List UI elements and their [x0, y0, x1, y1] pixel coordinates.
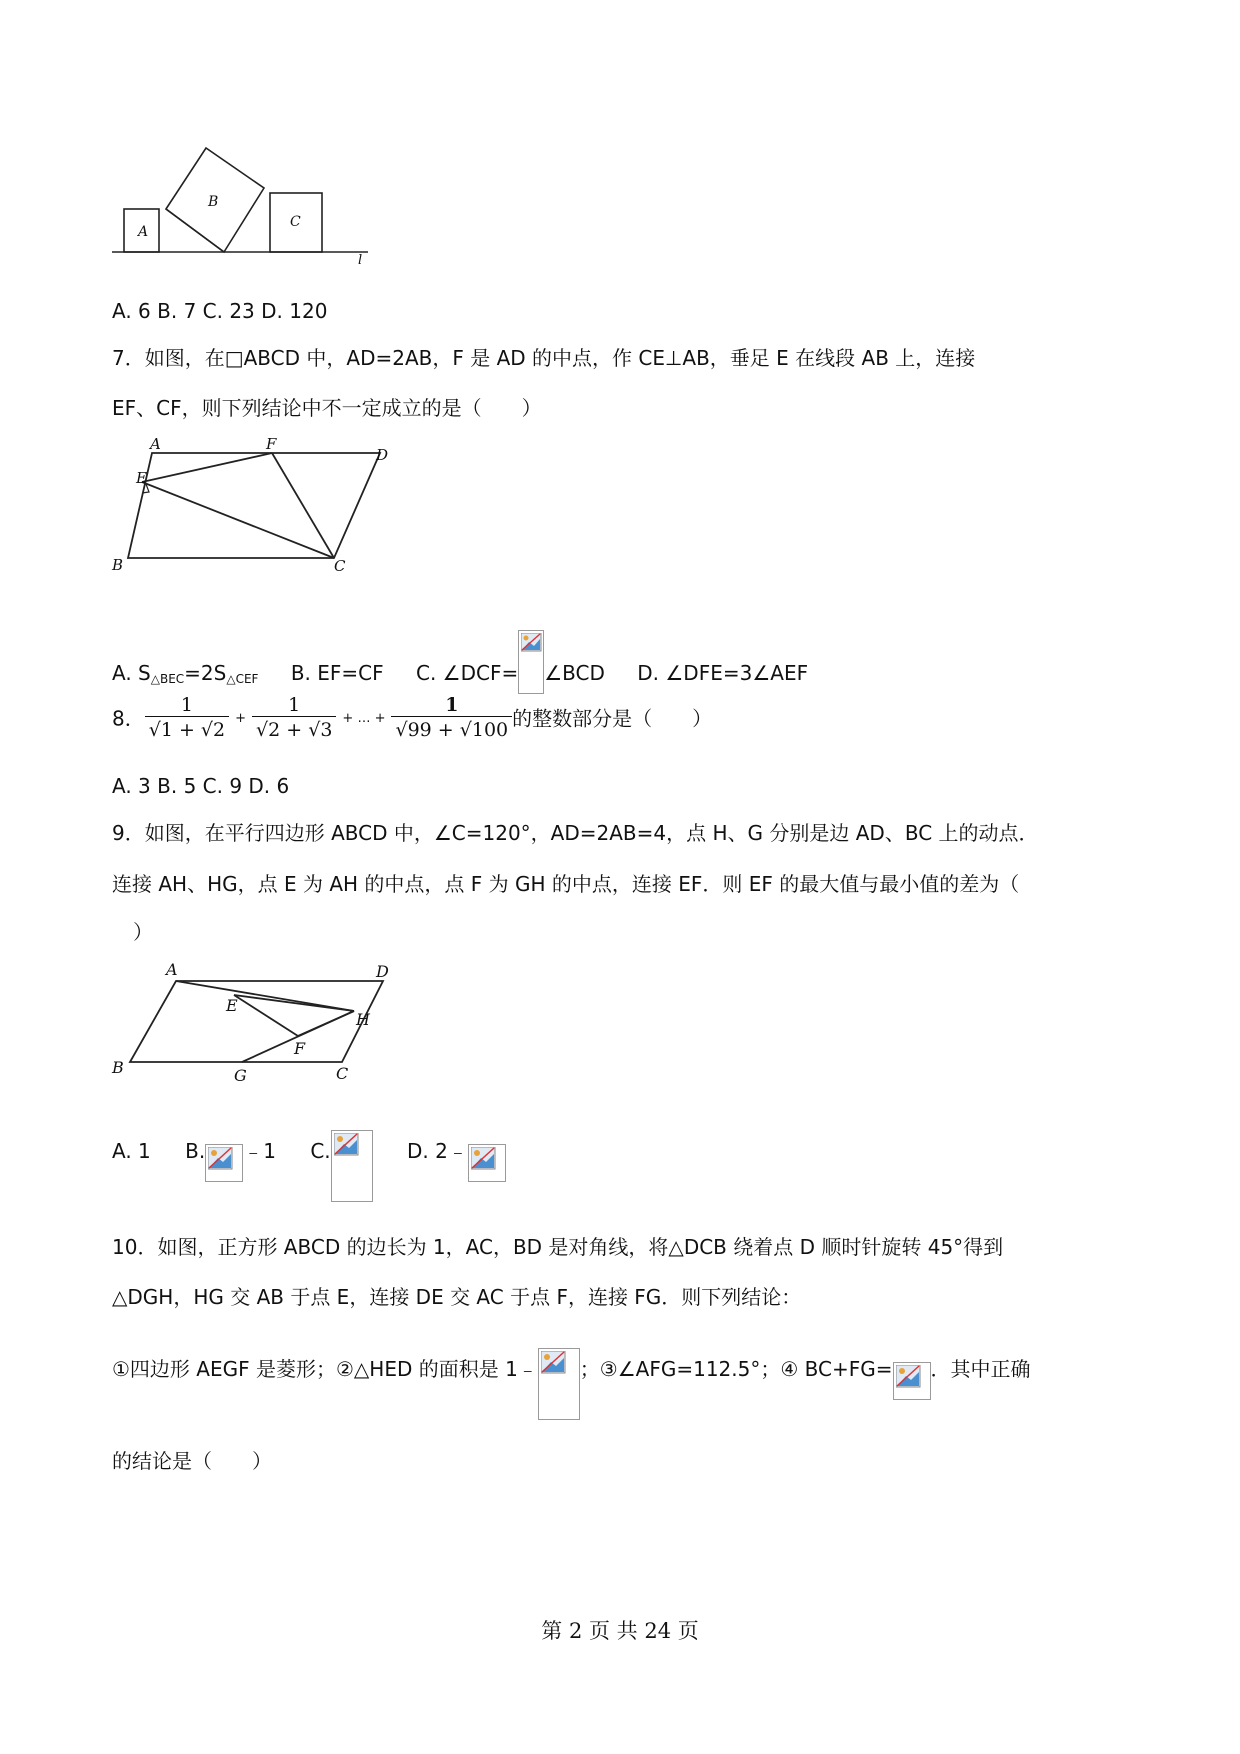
q6-options: A. 6 B. 7 C. 23 D. 120 — [112, 299, 328, 323]
broken-image-icon — [468, 1144, 506, 1182]
label-b: B — [208, 194, 219, 210]
broken-image-icon — [893, 1362, 931, 1400]
q10-line3 — [112, 1348, 1031, 1420]
q7-line1: 7．如图，在□ABCD 中，AD=2AB，F 是 AD 的中点，作 CE⊥AB，垂足 E 在线段 AB 上，连接 — [112, 346, 976, 370]
q9-line3: ） — [133, 920, 153, 944]
label-f: F — [294, 1039, 306, 1058]
q7-opt-b: B. EF=CF — [290, 661, 384, 685]
q8-fraction-2 — [252, 694, 336, 743]
f3-num: 1 — [445, 694, 459, 716]
q7-opt-c-suffix: ∠BCD — [544, 661, 605, 685]
label-h: H — [356, 1010, 370, 1029]
broken-image-icon — [205, 1144, 243, 1182]
label-e: E — [136, 469, 147, 487]
q10-line2: △DGH，HG 交 AB 于点 E，连接 DE 交 AC 于点 F，连接 FG．则下列结论： — [112, 1285, 802, 1309]
label-f: F — [266, 435, 277, 453]
label-a: A — [150, 435, 161, 453]
q8-suffix: 的整数部分是（ ） — [512, 706, 713, 731]
q9-opt-d-prefix: D. 2﹣ — [407, 1139, 468, 1163]
label-a: A — [166, 960, 178, 979]
broken-image-icon — [331, 1130, 373, 1202]
q7-opt-d: D. ∠DFE=3∠AEF — [637, 661, 809, 685]
q10-line1: 10．如图，正方形 ABCD 的边长为 1，AC，BD 是对角线，将△DCB 绕着点 D 顺时针旋转 45°得到 — [112, 1235, 1004, 1259]
q9-opt-b-suffix: ﹣1 — [243, 1139, 276, 1163]
q7-opt-a-sub1: △BEC — [150, 672, 185, 686]
figure-q9-parallelogram — [108, 955, 408, 1095]
q9-options — [112, 1130, 506, 1202]
q8-line — [112, 694, 712, 743]
label-b: B — [112, 1058, 124, 1077]
q10-line3-c: ．其中正确 — [930, 1357, 1031, 1381]
label-g: G — [234, 1066, 247, 1085]
figure-q6-squares — [108, 140, 378, 265]
label-c: C — [336, 1064, 349, 1083]
label-l: l — [358, 253, 363, 265]
q9-line2: 连接 AH、HG，点 E 为 AH 的中点，点 F 为 GH 的中点，连接 EF．则 EF 的最大值与最小值的差为（ — [112, 872, 1020, 896]
f1-den: √1 + √2 — [145, 716, 229, 743]
q8-dots: + … + — [342, 710, 386, 726]
q7-opt-a-prefix: A. S — [112, 661, 151, 685]
label-c: C — [334, 557, 346, 575]
f2-den: √2 + √3 — [252, 716, 336, 743]
q10-line3-a: ①四边形 AEGF 是菱形；②△HED 的面积是 1﹣ — [112, 1357, 538, 1381]
figure-q7-parallelogram — [108, 432, 408, 582]
broken-image-icon — [518, 630, 544, 694]
q9-opt-c-prefix: C. — [310, 1139, 331, 1163]
f1-num: 1 — [180, 694, 193, 716]
q7-opt-a-mid: =2S — [184, 661, 227, 685]
q8-fraction-1 — [145, 694, 229, 743]
page-footer: 第 2 页 共 24 页 — [541, 1619, 699, 1643]
label-e: E — [226, 996, 238, 1015]
q8-prefix: 8． — [112, 706, 145, 731]
q10-line3-b: ；③∠AFG=112.5°；④ BC+FG= — [579, 1357, 893, 1381]
q8-options: A. 3 B. 5 C. 9 D. 6 — [112, 774, 290, 798]
label-c: C — [290, 214, 301, 230]
q9-line1: 9．如图，在平行四边形 ABCD 中，∠C=120°，AD=2AB=4，点 H、G 分别是边 AD、BC 上的动点． — [112, 821, 1039, 845]
q7-opt-c-prefix: C. ∠DCF= — [415, 661, 519, 685]
f2-num: 1 — [288, 694, 301, 716]
q9-opt-b-prefix: B. — [185, 1139, 206, 1163]
broken-image-icon — [538, 1348, 580, 1420]
q7-line2: EF、CF，则下列结论中不一定成立的是（ ） — [112, 396, 542, 420]
label-d: D — [376, 962, 389, 981]
f3-den: √99 + √100 — [391, 716, 512, 743]
q7-opt-a-sub2: △CEF — [226, 672, 259, 686]
q9-opt-a: A. 1 — [112, 1139, 151, 1163]
q8-plus: + — [235, 710, 247, 726]
q8-fraction-3 — [391, 694, 512, 743]
label-a: A — [138, 224, 149, 240]
q10-line4: 的结论是（ ） — [112, 1449, 272, 1473]
q7-options — [112, 630, 808, 694]
label-b: B — [112, 556, 124, 574]
label-d: D — [376, 446, 389, 464]
